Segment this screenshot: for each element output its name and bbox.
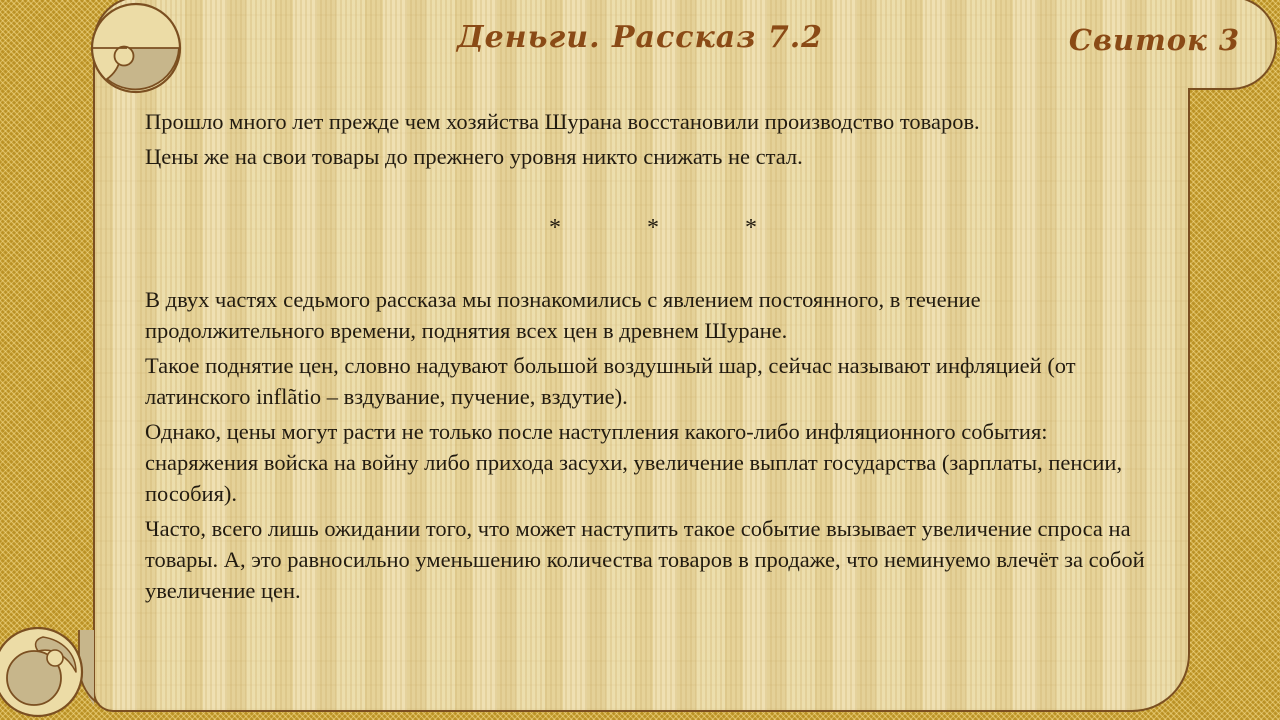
stars-separator [153, 213, 1153, 244]
star-glyph: * [549, 215, 561, 241]
paragraph: Прошло много лет прежде чем хозяйства Шурана восстановили производство товаров. [145, 109, 980, 134]
star-glyph: * [745, 215, 757, 241]
slide-text [145, 106, 1145, 610]
slide-title: Деньги. Рассказ 7.2 [456, 20, 824, 55]
paragraph: Однако, цены могут расти не только после наступления какого-либо инфляционного события: снаряжения войска на войну либо прихода засухи, увеличение выплат государства (зарплаты, пенсии, пособия). [145, 419, 1123, 506]
paragraph: Такое поднятие цен, словно надувают большой воздушный шар, сейчас называют инфляцией (от латинского inflãtio – вздувание, пучение, вздутие). [145, 353, 1076, 409]
paragraph: В двух частях седьмого рассказа мы познакомились с явлением постоянного, в течение продолжительного времени, поднятия всех цен в древнем Шуране. [145, 287, 981, 343]
star-glyph: * [647, 215, 659, 241]
scroll-curl-bottom-icon [0, 627, 110, 720]
scroll-number-label: Свиток 3 [1068, 23, 1240, 57]
paragraph: Часто, всего лишь ожидании того, что может наступить такое событие вызывает увеличение спроса на товары. А, это равносильно уменьшению количества товаров в продаже, что неминуемо влечёт за собой увеличение цен. [145, 516, 1145, 603]
paragraph: Цены же на свои товары до прежнего уровня никто снижать не стал. [145, 144, 803, 169]
